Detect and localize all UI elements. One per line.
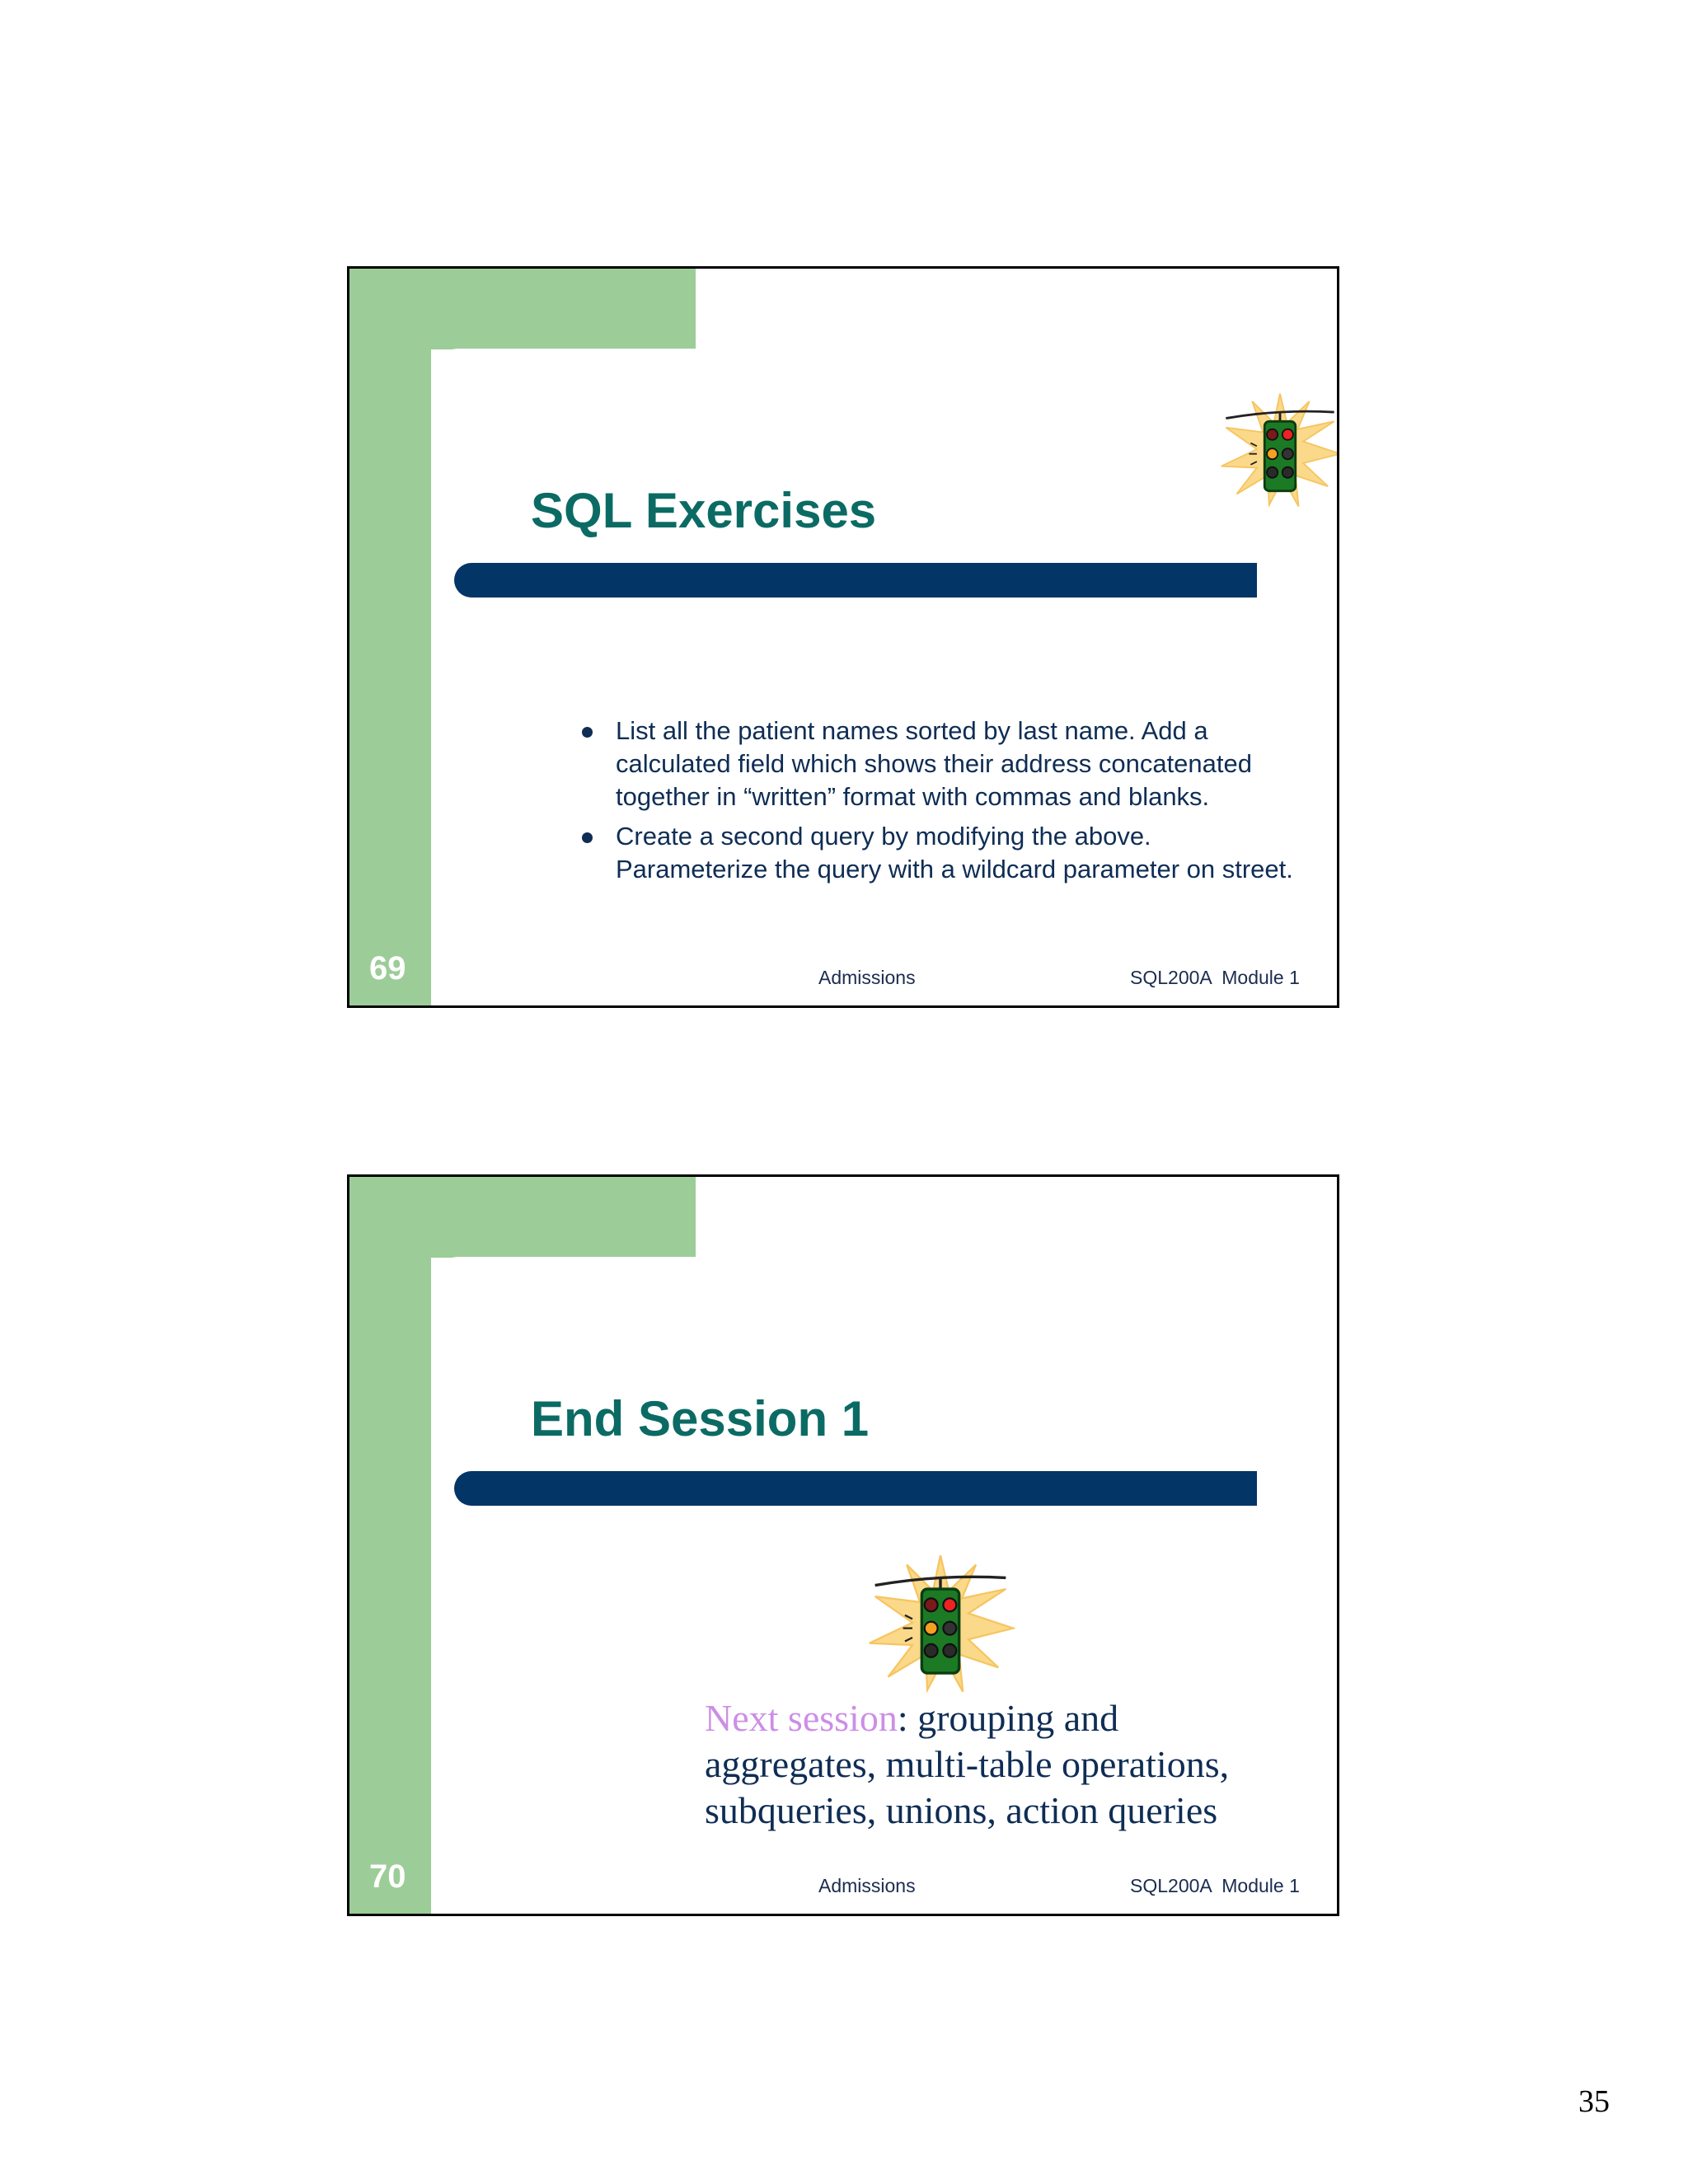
traffic-light-icon [862, 1554, 1019, 1694]
next-session-topics: : grouping and aggregates, multi-table operations, subqueries, unions, action queries [705, 1697, 1230, 1831]
footer-right-text: SQL200A Module 1 [1130, 967, 1300, 988]
slide-69 [347, 266, 1339, 1008]
slide-content-panel [431, 349, 1337, 1005]
slide-title: End Session 1 [531, 1391, 870, 1446]
footer-right-text: SQL200A Module 1 [1130, 1875, 1300, 1896]
page-number: 35 [1578, 2084, 1610, 2119]
slide-top-tab [349, 269, 696, 349]
slide-side-bar [349, 269, 431, 1005]
next-session-text [705, 1695, 1298, 1834]
bullet-list [579, 715, 1296, 893]
title-underline-bar [454, 1471, 1257, 1506]
slide-content-panel [431, 1257, 1337, 1914]
slide-side-bar [349, 1177, 431, 1914]
bullet-item: Create a second query by modifying the above. Parameterize the query with a wildcard parameter on street. [579, 820, 1296, 886]
slide-number: 69 [369, 950, 406, 987]
title-underline-bar [454, 563, 1257, 598]
slide-top-tab [349, 1177, 696, 1258]
slide-number: 70 [369, 1858, 406, 1895]
footer-left-text: Admissions [818, 967, 916, 988]
next-session-label: Next session [705, 1697, 898, 1739]
slide-70 [347, 1174, 1339, 1916]
bullet-item: List all the patient names sorted by last name. Add a calculated field which shows their address concatenated together in “written” format with commas and blanks. [579, 715, 1296, 813]
slide-title: SQL Exercises [531, 483, 877, 538]
footer-left-text: Admissions [818, 1875, 916, 1896]
traffic-light-icon [1218, 388, 1339, 512]
